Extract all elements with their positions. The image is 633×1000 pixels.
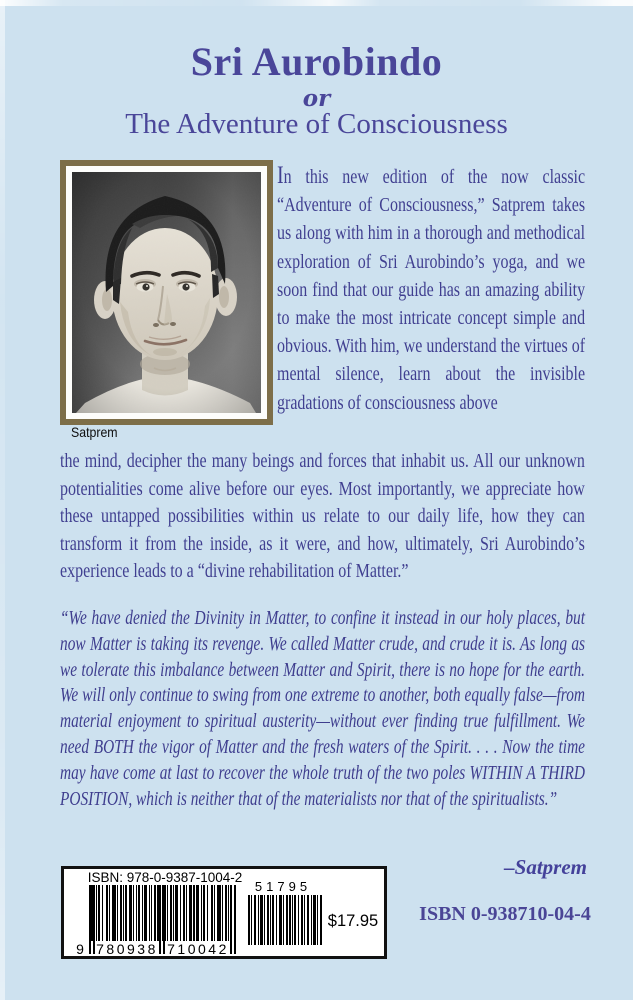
scan-artifact-top — [0, 0, 633, 6]
description-text-beside-photo: In this new edition of the now classic “Adventure of Consciousness,” Satprem takes us along with him in a thorough and methodical exploration of Sri Aurobindo’s yoga, and we soon find that our guide has an amazing ability to make the most intricate concept simple and obvious. With him, we understand the virtues of mental silence, learn about the invisible gradations of consciousness above — [277, 161, 585, 414]
ean-barcode — [64, 869, 384, 956]
quote-attribution: –Satprem — [504, 855, 587, 879]
title-separator: or — [302, 85, 331, 112]
price-label: $17.95 — [327, 912, 379, 930]
description-fullwidth — [60, 448, 587, 616]
satprem-quote-text: “We have denied the Divinity in Matter, to confine it instead in our holy places, but now Matter is taking its revenge. We called Matter crude, and crude it is. As long as we tolerate this imbalance between Matter and Spirit, there is no hope for the earth. We will only continue to swing from one extreme to another, both equally false—from material enjoyment to spiritual austerity—without ever finding true fulfillment. We need BOTH the vigor of Matter and the fresh waters of the Spirit. . . . Now the time may have come at last to recover the whole truth of the two poles WITHIN A THIRD POSITION, which is neither that of the materialists nor that of the spiritualists.” — [60, 607, 585, 810]
book-subtitle: The Adventure of Consciousness — [125, 108, 508, 140]
description-text-below-photo: the mind, decipher the many beings and forces that inhabit us. All our unknown potentialities come alive before our eyes. Most importantly, we appreciate how these untapped possibilities within us relate to our daily life, how they can transform it from the inside, as it were, and how, ultimately, Sri Aurobindo’s experience leads to a “divine rehabilitation of Matter.” — [60, 450, 585, 582]
ean-digits-group2: 710042 — [167, 941, 229, 956]
author-portrait-photo — [72, 172, 261, 413]
isbn-printed-text: ISBN 0-938710-04-4 — [419, 903, 591, 925]
book-title: Sri Aurobindo — [190, 39, 443, 84]
satprem-quote-block — [60, 606, 587, 866]
barcode-isbn-label: ISBN: 978-0-9387-1004-2 — [87, 870, 243, 885]
author-photo-frame — [60, 160, 273, 425]
barcode-panel — [61, 866, 387, 959]
scan-artifact-left — [0, 0, 5, 1000]
supplement-digits: 51795 — [254, 879, 312, 894]
photo-caption: Satprem — [71, 424, 118, 440]
ean-digits-group1: 780938 — [96, 941, 158, 956]
ean-lead-digit: 9 — [76, 941, 84, 956]
description-column — [277, 161, 585, 447]
